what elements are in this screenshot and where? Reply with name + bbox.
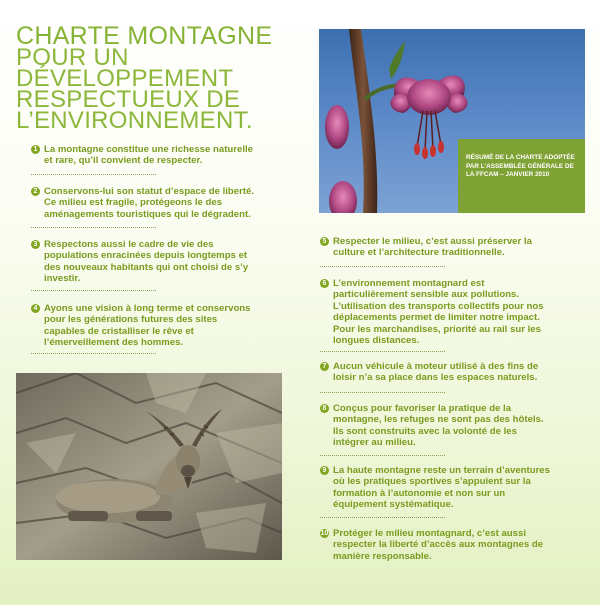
list-item <box>31 239 256 285</box>
separator <box>320 392 445 393</box>
title-line-1: CHARTE MONTAGNE <box>16 22 273 50</box>
separator <box>31 227 156 228</box>
list-item <box>31 144 256 167</box>
list-item-text: La montagne constitue une richesse naturelle et rare, qu’il convient de respecter. <box>44 144 253 167</box>
list-item <box>320 465 550 511</box>
separator <box>320 351 445 352</box>
list-item-text: L’environnement montagnard est particulièrement sensible aux pollutions. L’utilisation des transports collectifs pour nos déplacements permet de limiter notre impact. Pour les marchandises, priorité au rail sur les longues distances. <box>333 278 544 347</box>
list-item-text: Aucun véhicule à moteur utilisé à des fins de loisir n’a sa place dans les espaces naturels. <box>333 361 539 384</box>
separator <box>31 174 156 175</box>
list-item-text: La haute montagne reste un terrain d’aventures où les pratiques sportives s’appuient sur la formation à l’autonomie et non sur un équipement systématique. <box>333 465 550 511</box>
list-item <box>320 361 555 384</box>
list-item-text: Conçus pour favoriser la pratique de la montagne, les refuges ne sont pas des hôtels. Ils sont construits avec la volonté de les intégrer au milieu. <box>333 403 544 449</box>
list-item-text: Ayons une vision à long terme et conservons pour les générations futures des sites capables de cristalliser le rêve et l’émerveillement des hommes. <box>44 303 251 349</box>
page-title <box>16 22 306 134</box>
item-number-badge: 6 <box>320 279 329 288</box>
list-item <box>31 303 256 349</box>
item-number-badge: 9 <box>320 466 329 475</box>
list-item-text: Protéger le milieu montagnard, c’est aussi respecter la liberté d’accès aux montagnes de manière responsable. <box>333 528 544 562</box>
item-number-badge: 10 <box>320 530 329 537</box>
list-item <box>320 278 555 346</box>
list-item <box>320 236 555 259</box>
item-number-badge: 7 <box>320 362 329 371</box>
item-number-badge: 3 <box>31 240 40 249</box>
item-number-badge: 5 <box>320 237 329 246</box>
list-item-text: Respecter le milieu, c’est aussi préserver la culture et l’architecture traditionnelle. <box>333 236 532 259</box>
title-line-4: L’ENVIRONNEMENT. <box>16 107 253 134</box>
separator <box>320 455 445 456</box>
ibex-illustration <box>16 373 282 560</box>
separator <box>320 517 445 518</box>
list-item-text: Respectons aussi le cadre de vie des populations enracinées depuis longtemps et des nouveaux habitants qui ont choisi de s’y investir. <box>44 239 249 285</box>
item-number-badge: 8 <box>320 404 329 413</box>
list-item <box>320 528 555 562</box>
list-item <box>320 403 550 449</box>
separator <box>31 290 156 291</box>
title-line-3: RESPECTUEUX DE <box>16 86 241 113</box>
title-line-2: POUR UN DÉVELOPPEMENT <box>16 44 234 92</box>
separator <box>31 353 156 354</box>
ibex-photo <box>16 373 282 560</box>
list-item-text: Conservons-lui son statut d’espace de liberté. Ce milieu est fragile, protégeons le des aménagements touristiques qui le dégradent. <box>44 186 255 220</box>
item-number-badge: 2 <box>31 187 40 196</box>
separator <box>320 266 445 267</box>
photo-caption: RÉSUMÉ DE LA CHARTE ADOPTÉE PAR L’ASSEMBLÉE GÉNÉRALE DE LA FFCAM – JANVIER 2010 <box>458 139 585 213</box>
item-number-badge: 1 <box>31 145 40 154</box>
list-item <box>31 186 261 220</box>
item-number-badge: 4 <box>31 304 40 313</box>
